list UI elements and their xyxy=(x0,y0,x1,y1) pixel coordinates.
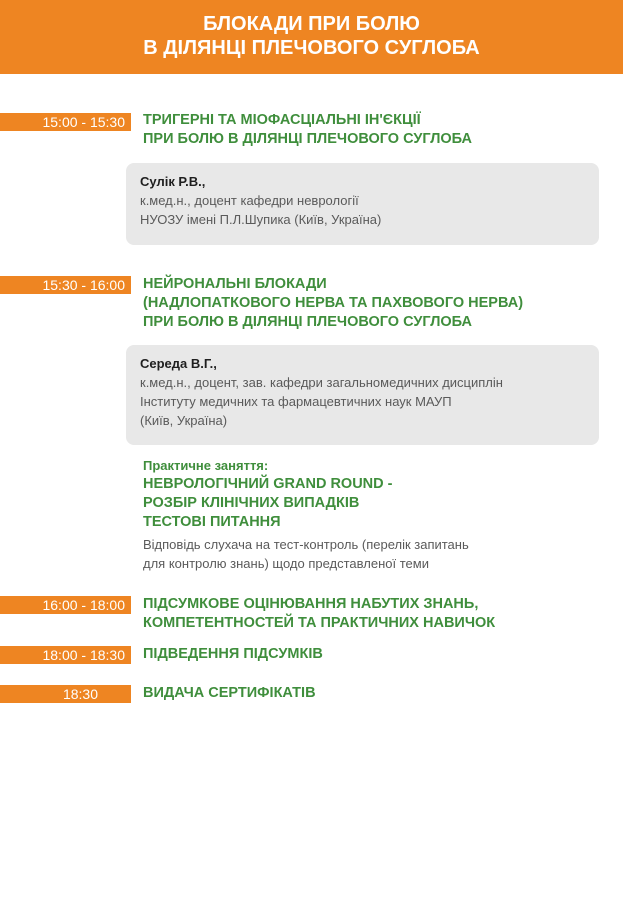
session-title-line: КОМПЕТЕНТНОСТЕЙ ТА ПРАКТИЧНИХ НАВИЧОК xyxy=(143,615,496,631)
header-title-line-1: БЛОКАДИ ПРИ БОЛЮ xyxy=(203,13,420,35)
practice-block xyxy=(143,456,392,532)
note-line: для контролю знань) щодо представленої теми xyxy=(143,556,429,571)
speaker-card-2 xyxy=(126,345,599,445)
note-line: Відповідь слухача на тест-контроль (перелік запитань xyxy=(143,537,469,552)
speaker-detail: (Київ, Україна) xyxy=(140,413,228,428)
session-title-5 xyxy=(143,684,316,703)
session-title-line: ТРИГЕРНІ ТА МІОФАСЦІАЛЬНІ ІН'ЄКЦІЇ xyxy=(143,112,421,128)
page-header xyxy=(0,0,623,74)
session-title-3 xyxy=(143,595,495,633)
time-slot-3: 16:00 - 18:00 xyxy=(0,596,131,614)
time-slot-1: 15:00 - 15:30 xyxy=(0,113,131,131)
speaker-detail: к.мед.н., доцент, зав. кафедри загальномедичних дисциплін xyxy=(140,375,503,390)
session-title-1 xyxy=(143,111,472,149)
speaker-detail: Інституту медичних та фармацевтичних наук МАУП xyxy=(140,394,452,409)
practice-label: Практичне заняття: xyxy=(143,458,269,473)
header-title-line-2: В ДІЛЯНЦІ ПЛЕЧОВОГО СУГЛОБА xyxy=(143,37,480,59)
time-slot-5: 18:30 xyxy=(0,685,131,703)
speaker-card-1 xyxy=(126,163,599,245)
practice-line: РОЗБІР КЛІНІЧНИХ ВИПАДКІВ xyxy=(143,495,360,511)
session-title-line: НЕЙРОНАЛЬНІ БЛОКАДИ xyxy=(143,276,327,292)
session-title-2 xyxy=(143,275,523,332)
session-title-line: ПІДСУМКОВЕ ОЦІНЮВАННЯ НАБУТИХ ЗНАНЬ, xyxy=(143,596,479,612)
session-title-line: ПРИ БОЛЮ В ДІЛЯНЦІ ПЛЕЧОВОГО СУГЛОБА xyxy=(143,131,473,147)
speaker-name: Середа В.Г., xyxy=(140,356,217,371)
session-title-4 xyxy=(143,645,323,664)
session-title-line: ВИДАЧА СЕРТИФІКАТІВ xyxy=(143,685,316,701)
session-title-line: ПРИ БОЛЮ В ДІЛЯНЦІ ПЛЕЧОВОГО СУГЛОБА xyxy=(143,314,473,330)
practice-line: ТЕСТОВІ ПИТАННЯ xyxy=(143,514,281,530)
practice-line: НЕВРОЛОГІЧНИЙ GRAND ROUND - xyxy=(143,476,393,492)
time-slot-2: 15:30 - 16:00 xyxy=(0,276,131,294)
speaker-detail: НУОЗУ імені П.Л.Шупика (Київ, Україна) xyxy=(140,212,382,227)
time-slot-4: 18:00 - 18:30 xyxy=(0,646,131,664)
session-title-line: ПІДВЕДЕННЯ ПІДСУМКІВ xyxy=(143,646,323,662)
session-title-line: (НАДЛОПАТКОВОГО НЕРВА ТА ПАХВОВОГО НЕРВА) xyxy=(143,295,524,311)
speaker-detail: к.мед.н., доцент кафедри неврології xyxy=(140,193,359,208)
speaker-name: Сулік Р.В., xyxy=(140,174,206,189)
practice-note xyxy=(143,535,469,573)
